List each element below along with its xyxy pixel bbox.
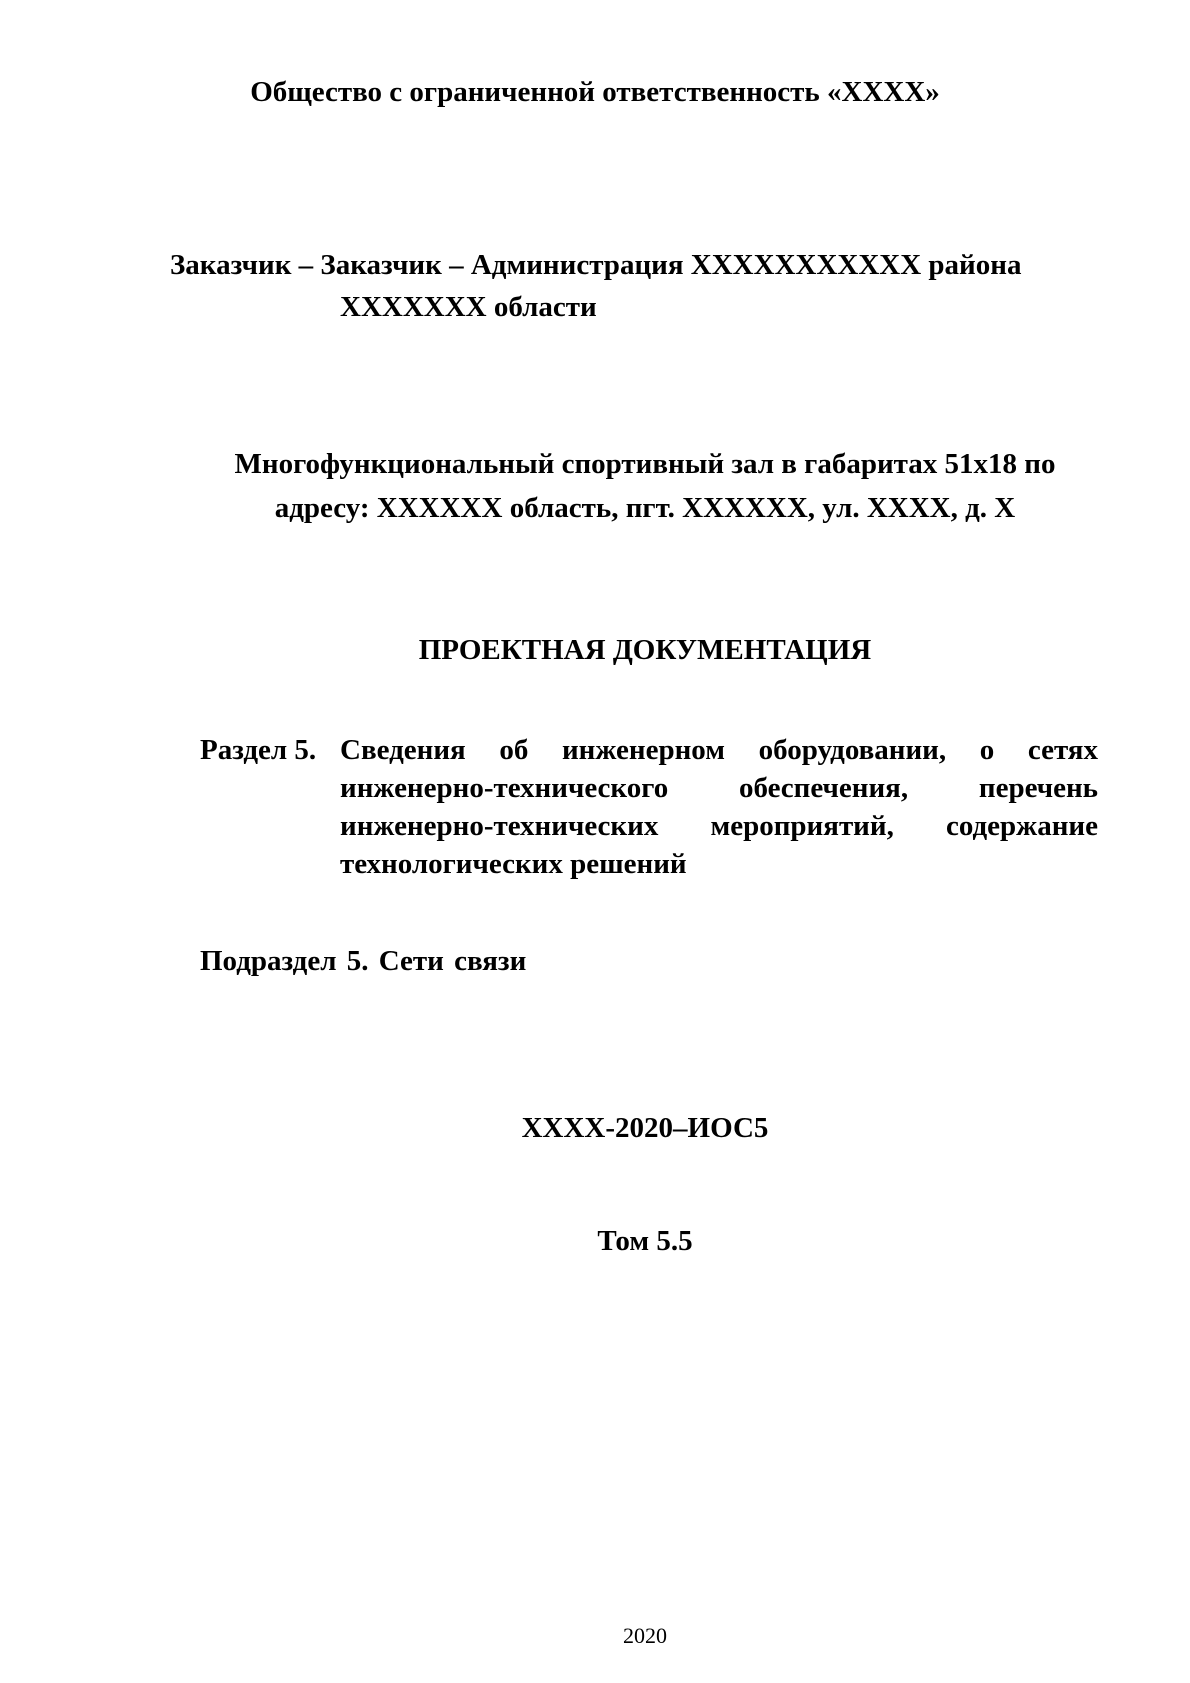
organization-name: Общество с ограниченной ответственность «XXXX» — [250, 76, 940, 108]
object-title-line-2: адресу: XXXXXX область, пгт. XXXXXX, ул. XXXX, д. X — [274, 492, 1016, 524]
section-title: Сведения об инженерном оборудовании, о сетях инженерно-технического обеспечения, перечень инженерно-технических мероприятий, содержание технологических решений — [340, 734, 1098, 880]
volume-number: Том 5.5 — [597, 1225, 693, 1257]
object-title-line-1: Многофункциональный спортивный зал в габаритах 51х18 по — [234, 448, 1056, 480]
subsection-heading: Подраздел 5. Сети связи — [200, 945, 527, 977]
customer-line-1: Заказчик – Заказчик – Администрация XXXXXXXXXXX района — [170, 249, 1022, 281]
customer-line-2: XXXXXXX области — [340, 291, 597, 323]
section-label: Раздел 5. — [200, 734, 317, 766]
document-type: ПРОЕКТНАЯ ДОКУМЕНТАЦИЯ — [418, 634, 872, 666]
section-heading — [200, 731, 1098, 883]
document-code: XXXX-2020–ИОС5 — [521, 1112, 769, 1144]
document-year: 2020 — [623, 1623, 667, 1648]
